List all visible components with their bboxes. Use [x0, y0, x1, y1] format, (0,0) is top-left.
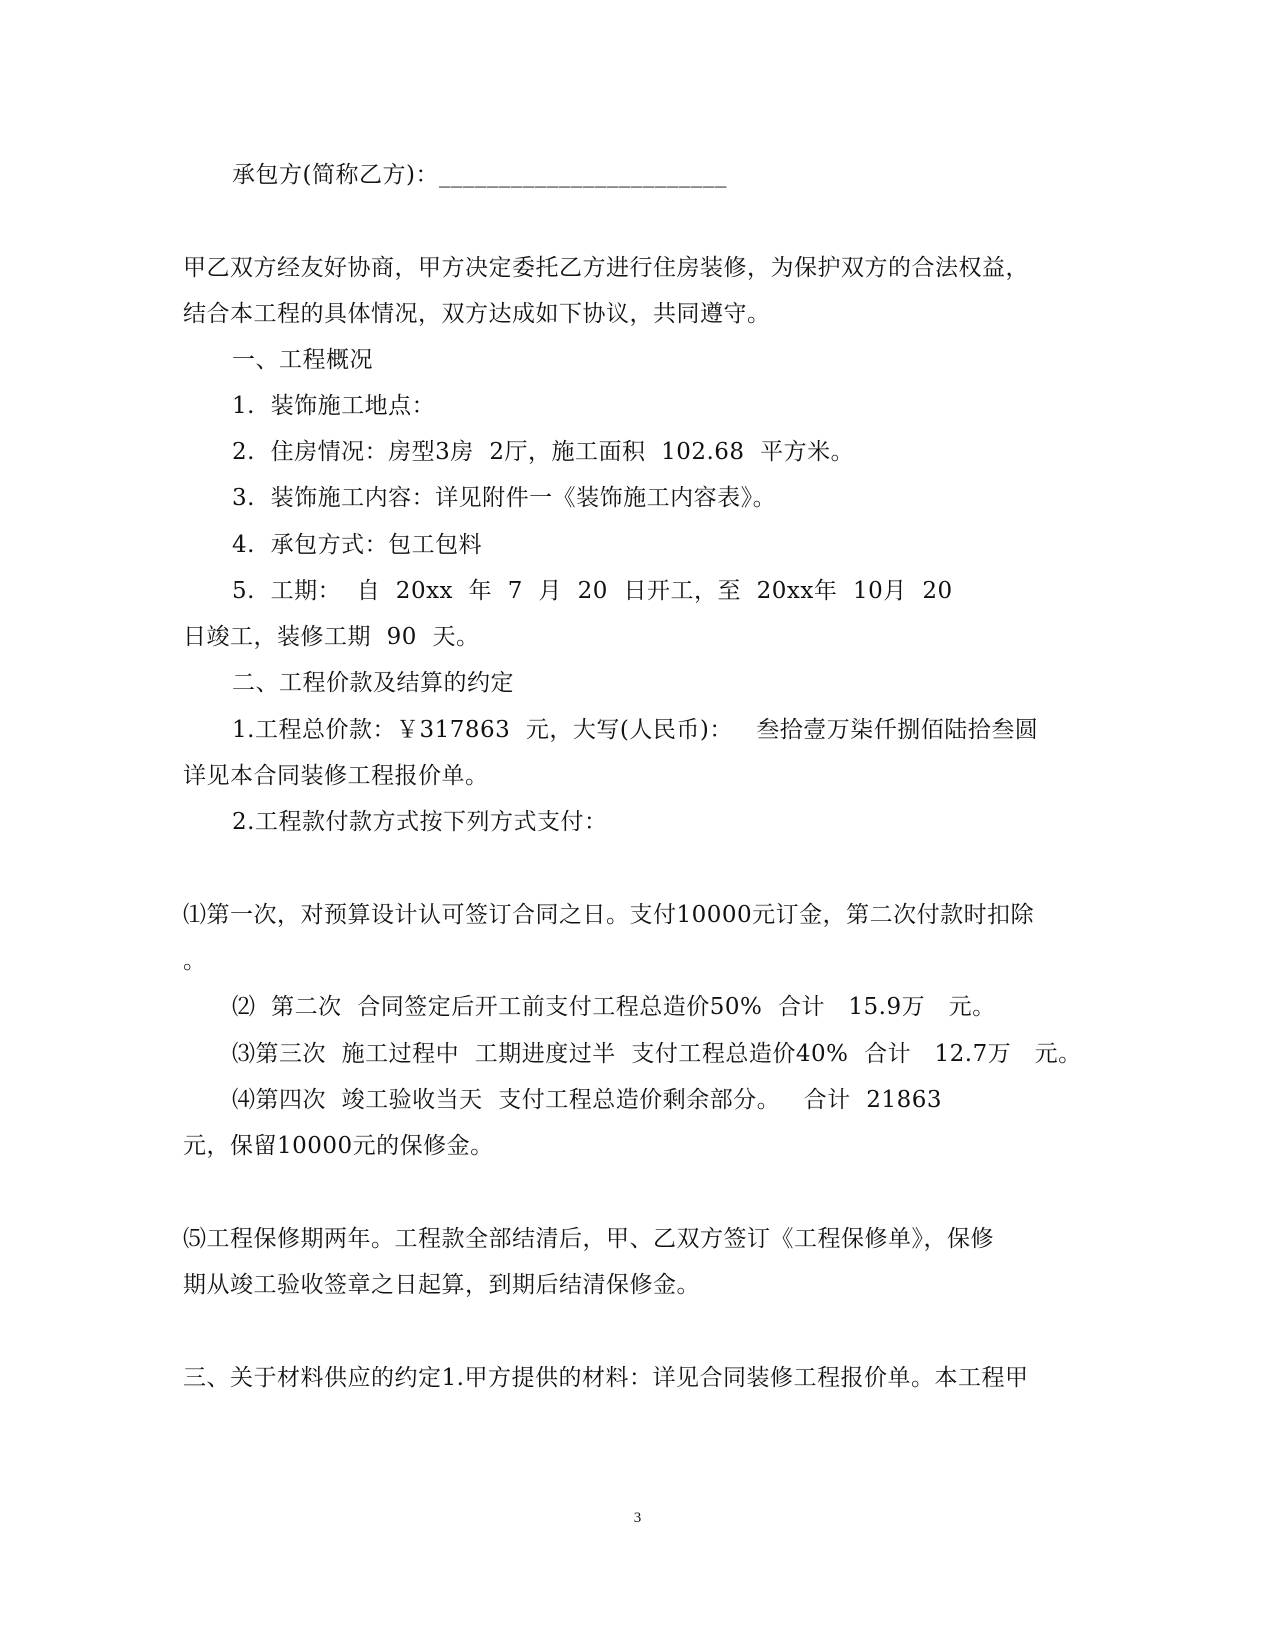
item-3-content: 3. 装饰施工内容：详见附件一《装饰施工内容表》。 [232, 485, 777, 511]
payment-1-continued: 。 [183, 948, 207, 974]
item-5-schedule-continued: 日竣工，装修工期 90 天。 [183, 624, 480, 650]
contractor-party-b-line: 承包方(简称乙方)：________________________ [232, 162, 727, 188]
payment-4-continued: 元，保留10000元的保修金。 [183, 1133, 494, 1159]
item-1-location: 1. 装饰施工地点： [232, 393, 436, 419]
page-number: 3 [633, 1510, 642, 1526]
payment-2-line: ⑵ 第二次 合同签定后开工前支付工程总造价50% 合计 15.9万 元。 [232, 994, 996, 1020]
payment-method-line: 2.工程款付款方式按下列方式支付： [232, 809, 608, 835]
item-5-schedule: 5. 工期： 自 20xx 年 7 月 20 日开工，至 20xx年 10月 20 [232, 578, 953, 604]
total-price-line: 1.工程总价款：￥317863 元，大写(人民币)： 叁拾壹万柒仟捌佰陆拾叁圆 [232, 717, 1039, 743]
warranty-line-2: 期从竣工验收签章之日起算，到期后结清保修金。 [183, 1272, 700, 1298]
payment-3-line: ⑶第三次 施工过程中 工期进度过半 支付工程总造价40% 合计 12.7万 元。 [232, 1041, 1082, 1067]
item-2-housing: 2. 住房情况：房型3房 2厅，施工面积 102.68 平方米。 [232, 439, 855, 465]
section-2-heading: 二、工程价款及结算的约定 [232, 670, 514, 696]
item-4-contract-mode: 4. 承包方式：包工包料 [232, 532, 483, 558]
section-1-heading: 一、工程概况 [232, 347, 373, 373]
preamble-line-2: 结合本工程的具体情况，双方达成如下协议，共同遵守。 [183, 301, 771, 327]
total-price-continued: 详见本合同装修工程报价单。 [183, 763, 489, 789]
preamble-line-1: 甲乙双方经友好协商，甲方决定委托乙方进行住房装修，为保护双方的合法权益， [183, 255, 1029, 281]
payment-4-line: ⑷第四次 竣工验收当天 支付工程总造价剩余部分。 合计 21863 [232, 1087, 942, 1113]
warranty-line-1: ⑸工程保修期两年。工程款全部结清后，甲、乙双方签订《工程保修单》，保修 [183, 1226, 994, 1252]
section-3-line: 三、关于材料供应的约定1.甲方提供的材料：详见合同装修工程报价单。本工程甲 [183, 1365, 1029, 1391]
payment-1-line: ⑴第一次，对预算设计认可签订合同之日。支付10000元订金，第二次付款时扣除 [183, 902, 1035, 928]
